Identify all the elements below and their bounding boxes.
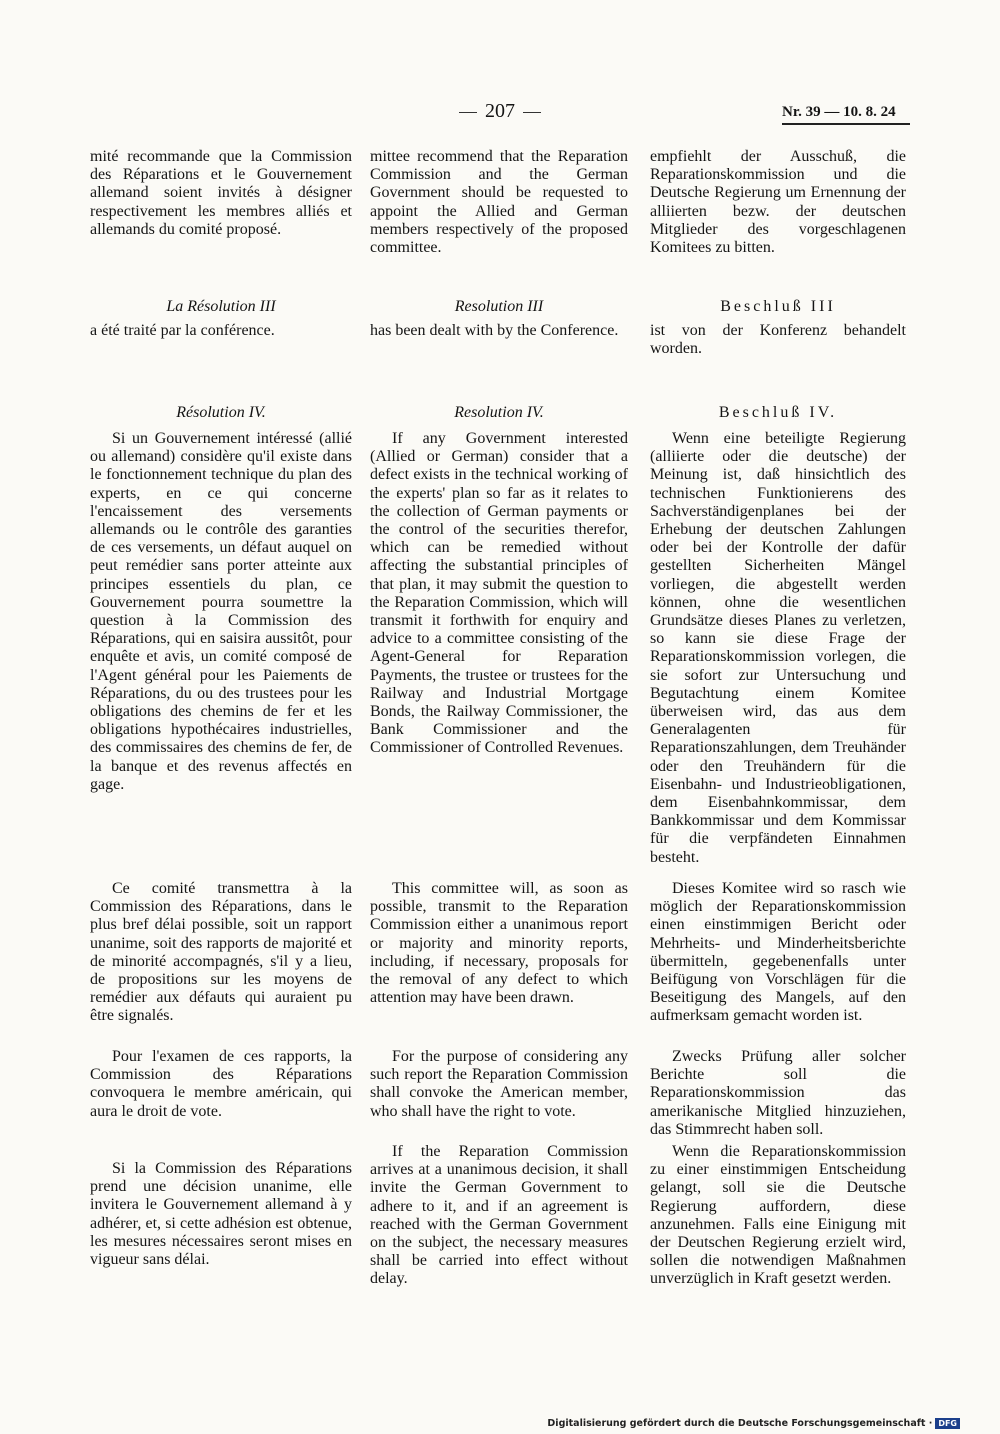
de-paragraph-2: Dieses Komitee wird so rasch wie möglich der Reparationskommission einen einstimmigen Bericht oder Mehrheits- und Minderheitsberichte übermitteln, gegebenenfalls unter Beifügung von Vorschlägen für die Beseitigung des Mangels, auf den aufmerksam gemacht worden ist. xyxy=(650,880,906,1025)
en-intro: mittee recommend that the Reparation Commission and the German Government should be requested to appoint the Allied and German members respectively of the proposed committee. xyxy=(370,148,628,257)
de-beschluss-3-text: ist von der Konferenz behandelt worden. xyxy=(650,322,906,358)
de-intro: empfiehlt der Ausschuß, die Reparationskommission und die Deutsche Regierung um Ernennung der alliierten bezw. der deutschen Mitglieder des vorgeschlagenen Komitees zu bitten. xyxy=(650,148,906,257)
en-paragraph-4: If the Reparation Commission arrives at a unanimous decision, it shall invite the German Government to adhere to it, and if an agreement is reached with the German Government on the subject, the necessary measures shall be carried into effect without delay. xyxy=(370,1143,628,1288)
de-paragraph-4: Wenn die Reparationskommission zu einer einstimmigen Entscheidung gelangt, soll sie die Deutsche Regierung auffordern, diese anzunehmen. Falls eine Einigung mit der Deutschen Regierung erzielt wird, sollen die notwendigen Maßnahmen unverzüglich in Kraft gesetzt werden. xyxy=(650,1143,906,1288)
de-paragraph-1: Wenn eine beteiligte Regierung (alliierte oder die deutsche) der Meinung ist, daß hinsichtlich des technischen Funktionierens des Sachverständigenplanes bei der Erhebung der deutschen Zahlungen oder bei der Kontrolle der dafür gestellten Sicherheiten Mängel vorliegen, die abgestellt werden können, ohne die wesentlichen Grundsätze dieses Planes zu verletzen, so kann sie diese Frage der Reparationskommission vorlegen, die sie sofort zur Untersuchung und Begutachtung einem Komitee überweisen wird, das aus dem Generalagenten für Reparationszahlungen, dem Treuhänder oder den Treuhändern für die Eisenbahn- und Industrieobligationen, dem Eisenbahnkommissar, dem Bankkommissar und dem Kommissar für die verpfändeten Einnahmen besteht. xyxy=(650,430,906,866)
de-heading-beschluss-4: Beschluß IV. xyxy=(718,404,838,421)
digitization-footer: Digitalisierung gefördert durch die Deutsche Forschungsgemeinschaft · DFG xyxy=(547,1418,960,1429)
fr-paragraph-1: Si un Gouvernement intéressé (allié ou allemand) considère qu'il existe dans le fonctionnement technique du plan des experts, en ce qui concerne l'encaissement des versements allemands ou le contrôle des garanties de ces versements, un défaut auquel on peut remédier sans porter atteinte aux principes essentiels du plan, ce Gouvernement pourra soumettre la question à la Commission des Réparations, qui en saisira aussitôt, pour enquête et avis, un comité composé de l'Agent général pour les Paiements de Réparations, du ou des trustees pour les obligations des chemins de fer et les obligations hypothécaires industrielles, des commissaires des chemins de fer, de la banque et des revenus affectés en gage. xyxy=(90,430,352,793)
dfg-logo: DFG xyxy=(935,1418,960,1429)
en-resolution-3-text: has been dealt with by the Conference. xyxy=(370,322,619,339)
de-paragraph-3: Zwecks Prüfung aller solcher Berichte soll die Reparationskommission das amerikanische Mitglied hinzuziehen, das Stimmrecht haben soll. xyxy=(650,1048,906,1138)
fr-heading-resolution-3: La Résolution III xyxy=(166,298,276,315)
de-heading-beschluss-3: Beschluß III xyxy=(720,298,836,315)
footer-text: Digitalisierung gefördert durch die Deutsche Forschungsgemeinschaft xyxy=(547,1418,926,1429)
issue-date: Nr. 39 — 10. 8. 24 xyxy=(782,104,910,125)
fr-resolution-3-text: a été traité par la conférence. xyxy=(90,322,275,339)
page-number: 207 xyxy=(440,100,560,123)
en-paragraph-3: For the purpose of considering any such report the Reparation Commission shall convoke the American member, who shall have the right to vote. xyxy=(370,1048,628,1120)
en-paragraph-2: This committee will, as soon as possible, transmit to the Reparation Commission either a unanimous report or majority and minority reports, including, if necessary, proposals for the removal of any defect to which attention may have been drawn. xyxy=(370,880,628,1007)
fr-intro: mité recommande que la Commission des Réparations et le Gouvernement allemand soient invités à désigner respectivement les membres alliés et allemands du comité proposé. xyxy=(90,148,352,238)
fr-paragraph-3: Pour l'examen de ces rapports, la Commission des Réparations convoquera le membre américain, qui aura le droit de vote. xyxy=(90,1048,352,1120)
en-heading-resolution-3: Resolution III xyxy=(454,298,544,315)
fr-paragraph-4: Si la Commission des Réparations prend une décision unanime, elle invitera le Gouvernement allemand à y adhérer, et, si cette adhésion est obtenue, les mesures nécessaires seront mises en vigueur sans délai. xyxy=(90,1160,352,1269)
fr-paragraph-2: Ce comité transmettra à la Commission des Réparations, dans le plus bref délai possible, soit un rapport unanime, soit des rapports de majorité et de minorité accompagnés, s'il y a lieu, de propositions sur les moyens de remédier aux défauts qui auraient pu être signalés. xyxy=(90,880,352,1025)
fr-heading-resolution-4: Résolution IV. xyxy=(176,404,266,421)
en-paragraph-1: If any Government interested (Allied or German) consider that a defect exists in the technical working of the experts' plan so far as it relates to the collection of German payments or the control of the securities therefor, which can be remedied without affecting the substantial principles of that plan, it may submit the question to the Reparation Commission, which will transmit it forthwith for enquiry and advice to a committee consisting of the Agent-General for Reparation Payments, the trustee or trustees for the Railway and Industrial Mortgage Bonds, the Railway Commissioner, the Bank Commissioner and the Commissioner of Controlled Revenues. xyxy=(370,430,628,757)
page-header xyxy=(0,100,1000,130)
en-heading-resolution-4: Resolution IV. xyxy=(454,404,544,421)
